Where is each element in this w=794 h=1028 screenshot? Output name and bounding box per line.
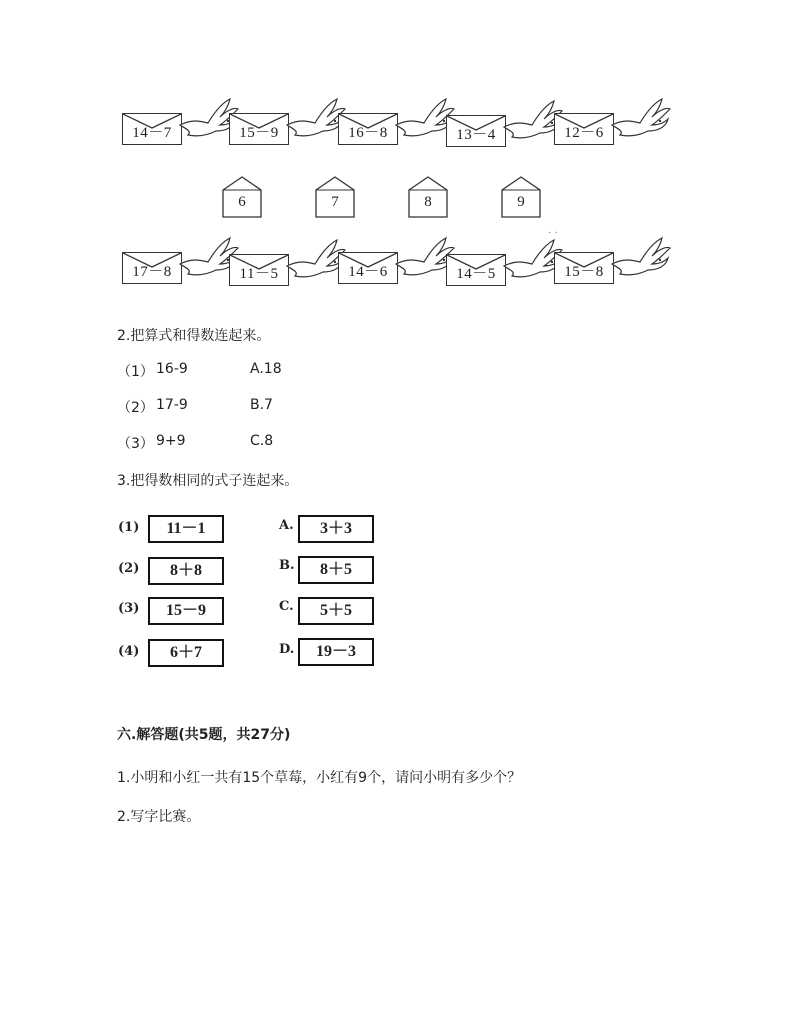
q3-left-label: (1) <box>118 520 140 535</box>
q3-left-box: 6＋7 <box>148 639 224 667</box>
envelope <box>229 254 289 286</box>
q2-item-number: （1） <box>117 364 154 380</box>
envelope <box>554 252 614 284</box>
q3-left-label: (4) <box>118 644 140 659</box>
stray-dots: · · <box>548 228 558 239</box>
q3-right-box: 19－3 <box>298 638 374 666</box>
envelope-row-top <box>0 97 794 147</box>
envelope <box>338 252 398 284</box>
envelope-expression: 14－6 <box>348 264 388 280</box>
mailbox <box>501 176 541 218</box>
q3-right-label: D. <box>279 642 295 657</box>
envelope-row-bottom <box>0 238 794 288</box>
q3-right-label: B. <box>279 558 295 573</box>
q2-item-answer: A.18 <box>250 361 282 377</box>
mailbox-number: 7 <box>331 194 339 210</box>
question-3-title: 3.把得数相同的式子连起来。 <box>117 473 299 489</box>
envelope-expression: 15－8 <box>564 264 604 280</box>
envelope-expression: 15－9 <box>239 125 279 141</box>
section-6-question-2: 2.写字比赛。 <box>117 809 201 825</box>
q3-left-box: 8＋8 <box>148 557 224 585</box>
envelope <box>446 115 506 147</box>
envelope-expression: 11－5 <box>239 266 279 282</box>
question-2-title: 2.把算式和得数连起来。 <box>117 328 271 344</box>
envelope-expression: 17－8 <box>132 264 172 280</box>
q3-right-label: A. <box>279 518 294 533</box>
q2-item-answer: B.7 <box>250 397 273 413</box>
q2-item-expression: 17-9 <box>156 397 188 413</box>
q2-item-number: （3） <box>117 436 154 452</box>
q3-left-label: (2) <box>118 561 140 576</box>
dove-icon <box>610 97 672 141</box>
dove-icon <box>610 236 672 280</box>
envelope <box>554 113 614 145</box>
section-6-question-1: 1.小明和小红一共有15个草莓，小红有9个，请问小明有多少个？ <box>117 770 522 786</box>
envelope-expression: 14－7 <box>132 125 172 141</box>
q3-left-box: 11－1 <box>148 515 224 543</box>
mailbox <box>315 176 355 218</box>
q2-item-number: （2） <box>117 400 154 416</box>
envelope <box>122 252 182 284</box>
q3-right-box: 8＋5 <box>298 556 374 584</box>
envelope-expression: 13－4 <box>456 127 496 143</box>
q2-item-expression: 9+9 <box>156 433 186 449</box>
envelope-expression: 16－8 <box>348 125 388 141</box>
envelope <box>338 113 398 145</box>
mailbox-number: 8 <box>424 194 432 210</box>
q3-left-box: 15－9 <box>148 597 224 625</box>
envelope <box>229 113 289 145</box>
q2-item-answer: C.8 <box>250 433 274 449</box>
q3-left-label: (3) <box>118 601 140 616</box>
mailbox <box>222 176 262 218</box>
section-6-heading: 六.解答题(共5题，共27分) <box>117 727 291 743</box>
q3-right-box: 3＋3 <box>298 515 374 543</box>
envelope-expression: 14－5 <box>456 266 496 282</box>
q2-item-expression: 16-9 <box>156 361 188 377</box>
q3-right-label: C. <box>279 599 294 614</box>
envelope <box>446 254 506 286</box>
envelope-expression: 12－6 <box>564 125 604 141</box>
q3-right-box: 5＋5 <box>298 597 374 625</box>
envelope <box>122 113 182 145</box>
mailbox <box>408 176 448 218</box>
mailbox-number: 9 <box>517 194 525 210</box>
mailbox-number: 6 <box>238 194 246 210</box>
